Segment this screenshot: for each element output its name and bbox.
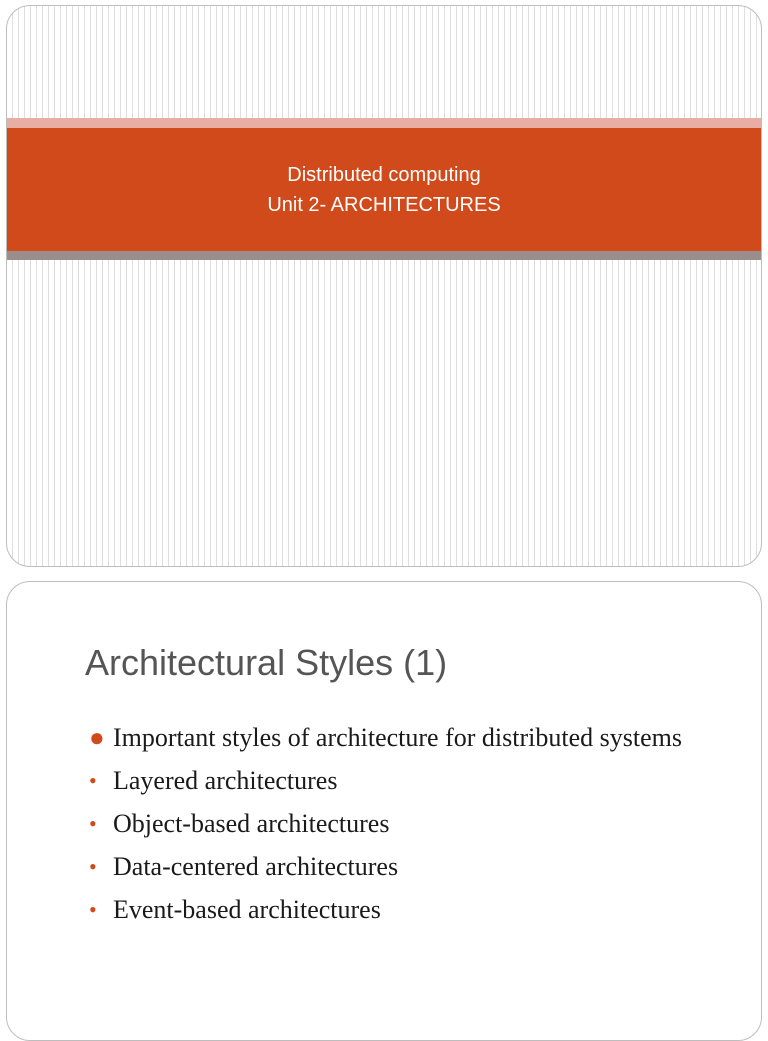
bullet-item xyxy=(87,806,727,842)
slide-title-line-1: Distributed computing xyxy=(287,163,481,186)
bullet-marker: • xyxy=(89,897,97,922)
title-slide xyxy=(6,5,762,567)
bullet-marker: • xyxy=(89,811,97,836)
bullet-text: Object-based architectures xyxy=(113,809,390,838)
bullet-text: Layered architectures xyxy=(113,766,338,795)
content-slide xyxy=(6,581,762,1041)
bullet-marker: • xyxy=(89,854,97,879)
bullet-list xyxy=(87,720,727,935)
bullet-text: Data-centered architectures xyxy=(113,852,399,881)
title-band-top-stripe xyxy=(7,118,761,128)
bullet-text: Event-based architectures xyxy=(113,895,381,924)
bullet-text: Important styles of architecture for distributed systems xyxy=(113,723,682,752)
bullet-item xyxy=(87,720,727,756)
bullet-marker: ● xyxy=(89,723,105,752)
title-band xyxy=(7,128,761,251)
bullet-item xyxy=(87,892,727,928)
bullet-item xyxy=(87,763,727,799)
title-band-bottom-stripe xyxy=(7,251,761,260)
bullet-marker: • xyxy=(89,768,97,793)
bullet-item xyxy=(87,849,727,885)
slide-heading: Architectural Styles (1) xyxy=(85,642,448,683)
slide-title-line-2: Unit 2- ARCHITECTURES xyxy=(267,193,501,216)
